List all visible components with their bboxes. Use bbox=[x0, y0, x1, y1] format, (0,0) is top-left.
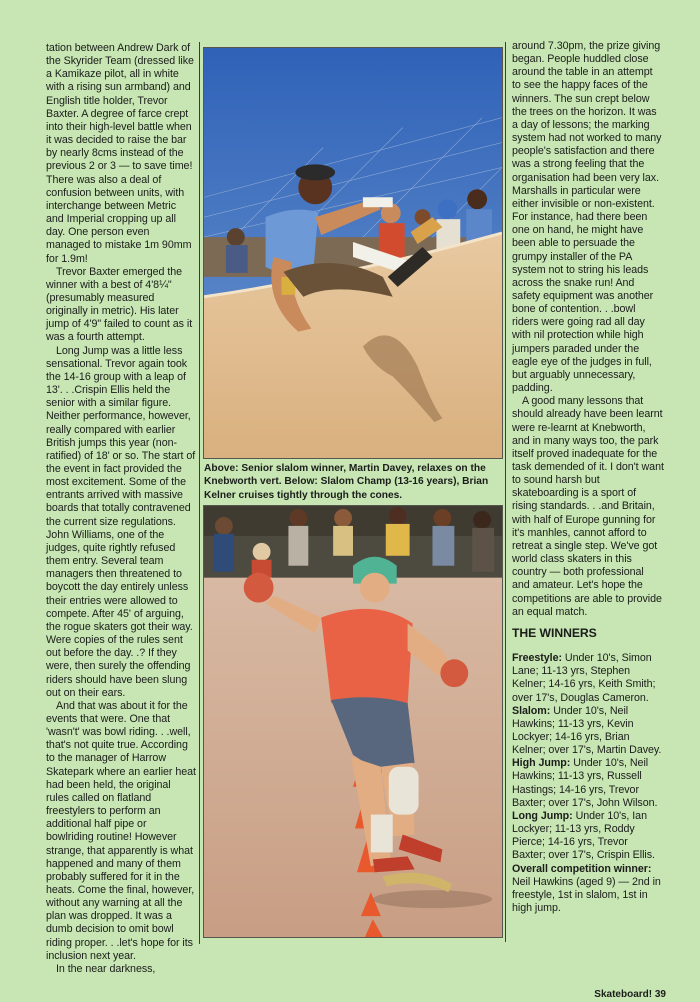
winners-section bbox=[512, 627, 664, 915]
winner-category-overall bbox=[512, 863, 664, 916]
right-text-column bbox=[512, 40, 664, 915]
left-text-column bbox=[46, 42, 196, 976]
page-number: 39 bbox=[654, 989, 666, 1000]
category-label: Overall competition winner: bbox=[512, 862, 652, 875]
photo-caption: Above: Senior slalom winner, Martin Davey, relaxes on the Knebworth vert. Below: Slalom Champ (13-16 years), Brian Kelner cruises tightly through the cones. bbox=[204, 463, 489, 501]
body-paragraph: tation between Andrew Dark of the Skyrider Team (dressed like a Kamikaze pilot, all in white with a rising sun armband) and English title holder, Trevor Baxter. A degree of farce crept into their high-level battle when it was decided to raise the bar by nearly 8cms instead of the previous 2 or 3 — to save time! There was also a deal of confusion between units, with interchange between Metric and Imperial cropping up all day. One person even managed to mistake 1m 90mm for 1.9m! bbox=[46, 42, 194, 265]
winner-category-high-jump bbox=[512, 757, 664, 810]
magazine-name: Skateboard! bbox=[594, 989, 653, 1000]
category-results: Under 10's, Ian Lockyer; 11-13 yrs, Roddy Pierce; 14-16 yrs, Trevor Baxter; over 17's, Crispin Ellis. bbox=[512, 809, 655, 862]
slalom-illustration bbox=[204, 506, 502, 937]
column-divider bbox=[199, 42, 200, 944]
winner-category-long-jump bbox=[512, 810, 664, 863]
body-paragraph: A good many lessons that should already have been learnt were re-learnt at Knebworth, and in many ways too, the park itself proved inadequate for the task demended of it. I don't want to sound harsh but skateboarding is a sport of rising standards. . .and Britain, with half of Europe gunning for it's manhles, cannot afford to retreat a single step. We've got world class skaters in this country — both professional and amateur. Let's hope the competitions are able to provide an equal match. bbox=[512, 395, 664, 618]
category-results: Under 10's, Neil Hawkins; 11-13 yrs, Russell Hastings; 14-16 yrs, Trevor Baxter; over 17's, John Wilson. bbox=[512, 757, 658, 809]
body-paragraph: In the near darkness, bbox=[56, 962, 156, 975]
page-footer bbox=[594, 989, 666, 1001]
category-label: Slalom: bbox=[512, 704, 551, 717]
category-label: Long Jump: bbox=[512, 809, 573, 822]
category-results: Neil Hawkins (aged 9) — 2nd in freestyle, 1st in slalom, 1st in high jump. bbox=[512, 875, 661, 914]
category-label: High Jump: bbox=[512, 757, 571, 770]
body-paragraph: Trevor Baxter emerged the winner with a best of 4'8¼" (presumably measured originally in metric). His later jump of 4'9" failed to count as it was a fourth attempt. bbox=[46, 265, 193, 344]
body-paragraph: And that was about it for the events that were. One that 'wasn't' was bowl riding. . .well, that's not quite true. According to the manager of Harrow Skatepark where an earlier heat had been held, the original rules called on flatland freestylers to perform an additional half pipe or bowlriding routine! However strange, that apparently is what happened and many of them probably suffered for it in the heats. Come the final, however, without any warning at all the plan was dropped. It was a dumb decision to omit bowl riding proper. . .let's hope for its inclusion next year. bbox=[46, 699, 196, 962]
category-results: Under 10's, Simon Lane; 11-13 yrs, Stephen Kelner; 14-16 yrs, Keith Smith; over 17's, Douglas Cameron. bbox=[512, 652, 656, 704]
category-label: Freestyle: bbox=[512, 652, 562, 665]
body-paragraph: around 7.30pm, the prize giving began. People huddled close around the table in an attempt to see the happy faces of the winners. The sun crept below the trees on the horizon. It was a day of lessons; the marking system had not worked to many people's satisfaction and there was a strong feeling that the organisation had been very lax. Marshalls in particular were either invisible or non-existent. For instance, had there been one on hand, he might have been able to persuade the grumpy installer of the PA system not to string his leads across the snake run! And safety equipment was another bone of contention. . .bowl riders were going rad all day with nil protection while high jumpers paraded under the eagle eye of the judges in full, but arguably unnecessary, padding. bbox=[512, 40, 662, 395]
body-paragraph: Long Jump was a little less sensational. Trevor again took the 14-16 group with a leap of 13'. . .Crispin Ellis held the senior with a similar figure. Neither performance, however, really compared with earlier British jumps this year (non-ratified) of 18' or so. The start of the event in fact provided the most excitement. Some of the entrants arrived with massive boards that totally contravened the current size regulations. John Williams, one of the judges, quite rightly refused them entry. Several team managers then threatened to boycott the day entirely unless their entries were allowed to compete. After 45' of arguing, the rogue skaters got their way. Were copies of the rules sent out before the day. .? If they were, then surely the offending riders should have been slung out on their ears. bbox=[46, 344, 196, 699]
column-divider bbox=[505, 42, 506, 942]
category-results: Under 10's, Neil Hawkins; 11-13 yrs, Kevin Lockyer; 14-16 yrs, Brian Kelner; over 17's, Martin Davey. bbox=[512, 704, 662, 757]
vert-ramp-illustration bbox=[204, 48, 502, 458]
photo-slalom-skater bbox=[203, 505, 503, 938]
winners-heading: THE WINNERS bbox=[512, 625, 597, 640]
winner-category-slalom bbox=[512, 705, 664, 758]
winner-category-freestyle bbox=[512, 652, 664, 705]
photo-vert-ramp-skater bbox=[203, 47, 503, 459]
